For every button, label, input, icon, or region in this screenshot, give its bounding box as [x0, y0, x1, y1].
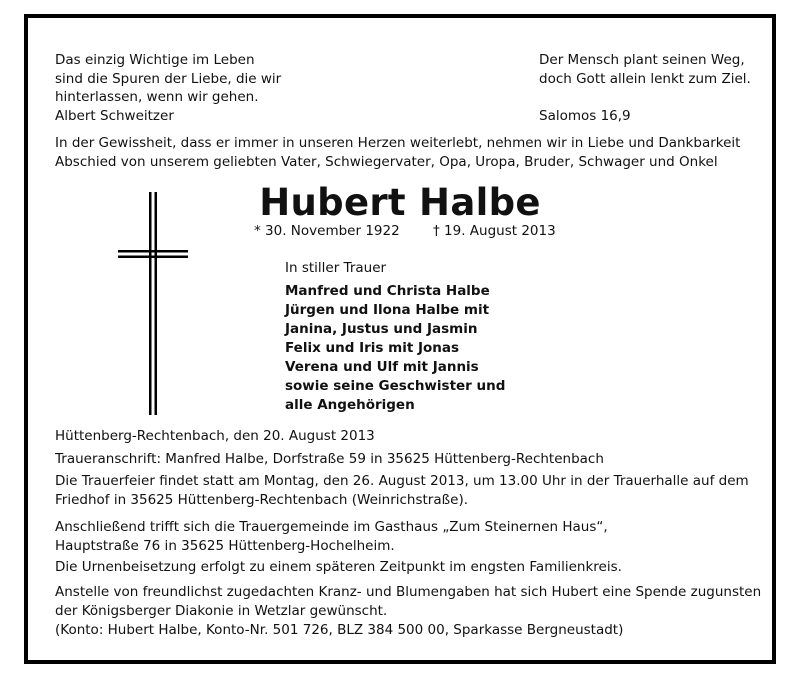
bible-quote	[539, 51, 751, 125]
quote-author: Salomos 16,9	[539, 107, 631, 124]
quote-line: Der Mensch plant seinen Weg,	[539, 52, 745, 68]
quote-author: Albert Schweitzer	[55, 107, 174, 124]
intro-line: In der Gewissheit, dass er immer in unseren Herzen weiterlebt, nehmen wir in Liebe und Dankbarkeit	[55, 135, 741, 151]
mourner-entry: Janina, Justus und Jasmin	[285, 321, 478, 337]
birth-date: * 30. November 1922	[254, 223, 400, 239]
quote-spacer	[539, 88, 751, 107]
quote-line: Das einzig Wichtige im Leben	[55, 52, 255, 68]
place-date: Hüttenberg-Rechtenbach, den 20. August 2013	[55, 428, 375, 444]
mourner-entry: Manfred und Christa Halbe	[285, 283, 490, 299]
cross-icon	[118, 192, 188, 415]
mourner-entry: Felix und Iris mit Jonas	[285, 340, 460, 356]
ceremony-line: Die Trauerfeier findet statt am Montag, den 26. August 2013, um 13.00 Uhr in der Trauerhalle auf dem	[55, 473, 749, 489]
ceremony-line: Friedhof in 35625 Hüttenberg-Rechtenbach (Weinrichstraße).	[55, 492, 468, 508]
mourner-entry: Verena und Ulf mit Jannis	[285, 359, 479, 375]
mourner-entry: alle Angehörigen	[285, 397, 415, 413]
death-date: † 19. August 2013	[433, 223, 556, 239]
ceremony-info	[55, 472, 749, 510]
donation-info	[55, 583, 761, 640]
mourning-address: Traueranschrift: Manfred Halbe, Dorfstraße 59 in 35625 Hüttenberg-Rechtenbach	[55, 451, 604, 467]
intro-text	[55, 134, 740, 172]
schweitzer-quote	[55, 51, 281, 125]
intro-line: Abschied von unserem geliebten Vater, Schwiegervater, Opa, Uropa, Bruder, Schwager und Onkel	[55, 154, 718, 170]
mourning-label: In stiller Trauer	[285, 260, 387, 276]
gathering-line: Anschließend trifft sich die Trauergemeinde im Gasthaus „Zum Steinernen Haus“,	[55, 519, 608, 535]
quote-line: sind die Spuren der Liebe, die wir	[55, 70, 282, 87]
urn-burial-info: Die Urnenbeisetzung erfolgt zu einem späteren Zeitpunkt im engsten Familienkreis.	[55, 559, 622, 575]
gathering-info	[55, 518, 608, 556]
quote-line: hinterlassen, wenn wir gehen.	[55, 89, 259, 105]
donation-line: Anstelle von freundlichst zugedachten Kranz- und Blumengaben hat sich Hubert eine Spende zugunsten	[55, 584, 762, 600]
donation-line: der Königsberger Diakonie in Wetzlar gewünscht.	[55, 603, 388, 619]
bank-account: (Konto: Hubert Halbe, Konto-Nr. 501 726, BLZ 384 500 00, Sparkasse Bergneustadt)	[55, 622, 624, 638]
gathering-line: Hauptstraße 76 in 35625 Hüttenberg-Hochelheim.	[55, 538, 395, 554]
deceased-name: Hubert Halbe	[259, 181, 541, 224]
mourner-entry: sowie seine Geschwister und	[285, 378, 506, 394]
mourners-list	[285, 282, 505, 415]
mourner-entry: Jürgen und Ilona Halbe mit	[285, 302, 490, 318]
quote-line: doch Gott allein lenkt zum Ziel.	[539, 70, 751, 87]
